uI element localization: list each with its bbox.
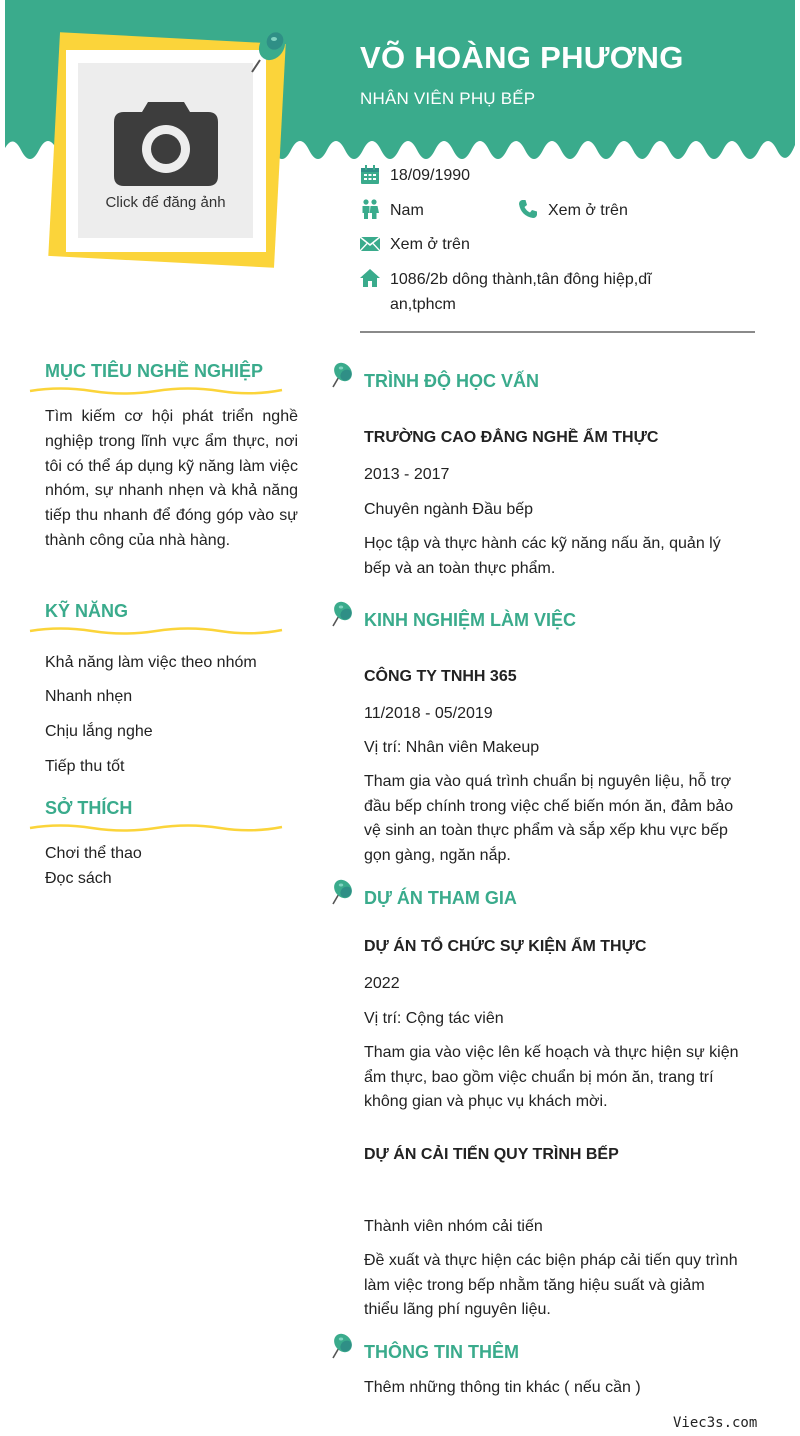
skill-item: Chịu lắng nghe (45, 723, 153, 740)
email: Xem ở trên (390, 236, 470, 253)
education-description: Học tập và thực hành các kỹ năng nấu ăn, quản lý bếp và an toàn thực phẩm. (364, 535, 721, 577)
education-major: Chuyên ngành Đầu bếp (364, 501, 534, 518)
experience-position: Vị trí: Nhân viên Makeup (364, 739, 540, 756)
additional-title: THÔNG TIN THÊM (364, 1342, 519, 1362)
camera-icon (114, 96, 218, 186)
calendar-icon (360, 165, 380, 185)
company-name: CÔNG TY TNHH 365 (364, 668, 517, 685)
additional-text: Thêm những thông tin khác ( nếu cần ) (364, 1379, 641, 1396)
skill-item: Tiếp thu tốt (45, 758, 125, 775)
divider (360, 331, 755, 333)
project-role: Thành viên nhóm cải tiến (364, 1218, 543, 1235)
pushpin-icon (330, 1332, 356, 1360)
hobbies-title: SỞ THÍCH (45, 798, 133, 818)
education-title: TRÌNH ĐỘ HỌC VẤN (364, 371, 539, 391)
photo-upload[interactable] (78, 63, 253, 238)
birthday: 18/09/1990 (390, 167, 471, 184)
address: 1086/2b dông thành,tân đông hiệp,dĩ an,tphcm (390, 271, 652, 313)
phone: Xem ở trên (548, 202, 628, 219)
phone-icon (518, 199, 538, 219)
experience-description: Tham gia vào quá trình chuẩn bị nguyên liệu, hỗ trợ đầu bếp chính trong việc chế biến món ăn, đảm bảo vệ sinh an toàn thực phẩm và sắp xếp khu vực bếp gọn gàng, ngăn nắp. (364, 773, 734, 864)
objective-text: Tìm kiếm cơ hội phát triển nghề nghiệp trong lĩnh vực ẩm thực, nơi tôi có thể áp dụng kỹ năng làm việc nhóm, sự nhanh nhẹn và khả năng tiếp thu nhanh để đóng góp vào sự thành công của nhà hàng. (45, 408, 298, 549)
project-name: DỰ ÁN TỔ CHỨC SỰ KIỆN ẨM THỰC (364, 938, 647, 955)
hobby-item: Chơi thể thao (45, 845, 142, 862)
watermark: Viec3s.com (673, 1415, 758, 1431)
job-title: NHÂN VIÊN PHỤ BẾP (360, 89, 536, 108)
candidate-name: VÕ HOÀNG PHƯƠNG (360, 40, 684, 75)
experience-period: 11/2018 - 05/2019 (364, 705, 493, 722)
objective-title: MỤC TIÊU NGHỀ NGHIỆP (45, 361, 264, 381)
project-role: Vị trí: Cộng tác viên (364, 1010, 504, 1027)
project-name: DỰ ÁN CẢI TIẾN QUY TRÌNH BẾP (364, 1146, 619, 1163)
photo-label: Click để đăng ảnh (105, 194, 226, 211)
skill-item: Nhanh nhẹn (45, 688, 133, 705)
projects-title: DỰ ÁN THAM GIA (364, 888, 517, 908)
hobby-item: Đọc sách (45, 870, 112, 887)
skills-title: KỸ NĂNG (45, 601, 129, 621)
hobbies-underline (28, 822, 284, 834)
people-icon (360, 199, 380, 219)
project-year: 2022 (364, 975, 400, 992)
project-description: Tham gia vào việc lên kế hoạch và thực hiện sự kiện ẩm thực, bao gồm việc chuẩn bị món ăn, trang trí không gian và phục vụ khách mời. (364, 1044, 739, 1111)
objective-underline (28, 385, 284, 397)
experience-title: KINH NGHIỆM LÀM VIỆC (364, 610, 577, 630)
education-period: 2013 - 2017 (364, 466, 450, 483)
skill-item: Khả năng làm việc theo nhóm (45, 654, 257, 671)
home-icon (360, 268, 380, 288)
mail-icon (360, 234, 380, 254)
school-name: TRƯỜNG CAO ĐẲNG NGHỀ ẨM THỰC (364, 429, 659, 446)
pushpin-icon (250, 26, 290, 74)
pushpin-icon (330, 878, 356, 906)
pushpin-icon (330, 361, 356, 389)
project-description: Đề xuất và thực hiện các biện pháp cải tiến quy trình làm việc trong bếp nhằm tăng hiệu suất và giảm thiểu lãng phí nguyên liệu. (364, 1252, 738, 1319)
gender: Nam (390, 202, 424, 219)
skills-underline (28, 625, 284, 637)
pushpin-icon (330, 600, 356, 628)
